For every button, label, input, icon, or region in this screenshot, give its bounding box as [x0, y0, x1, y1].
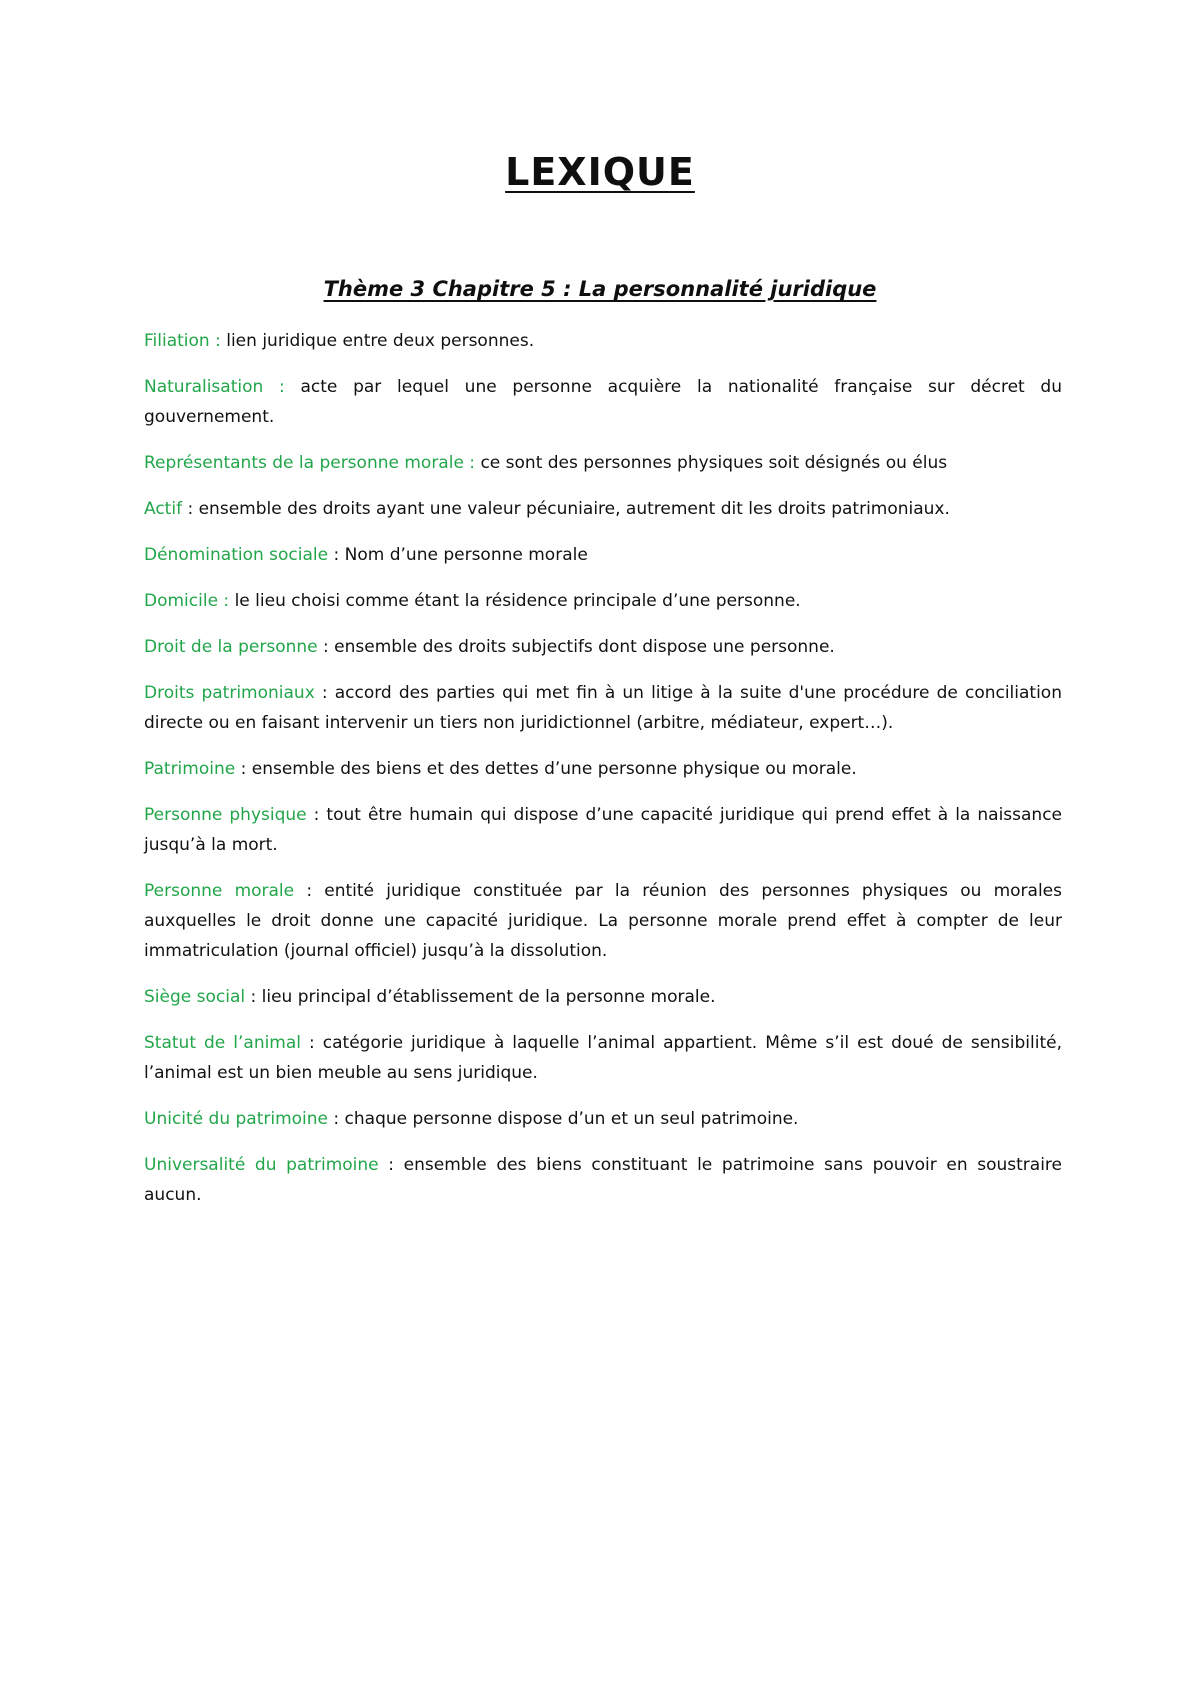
glossary-entry [144, 1028, 1062, 1088]
glossary-definition: : ensemble des droits subjectifs dont dispose une personne. [317, 637, 835, 657]
glossary-entry [144, 1104, 1062, 1134]
glossary-definition: : catégorie juridique à laquelle l’animal appartient. Même s’il est doué de sensibilité, l’animal est un bien meuble au sens juridique. [144, 1033, 1062, 1083]
glossary-definition: : ensemble des biens et des dettes d’une personne physique ou morale. [235, 759, 857, 779]
glossary-entry [144, 540, 1062, 570]
glossary-definition: ce sont des personnes physiques soit désignés ou élus [475, 453, 948, 473]
glossary-definition: acte par lequel une personne acquière la nationalité française sur décret du gouvernement. [144, 377, 1062, 427]
glossary-definition: le lieu choisi comme étant la résidence principale d’une personne. [229, 591, 801, 611]
glossary-definition: : entité juridique constituée par la réunion des personnes physiques ou morales auxquelles le droit donne une capacité juridique. La personne morale prend effet à compter de leur immatriculation (journal officiel) jusqu’à la dissolution. [144, 881, 1062, 961]
glossary-entry [144, 448, 1062, 478]
glossary-definition: : Nom d’une personne morale [328, 545, 588, 565]
glossary-list [144, 326, 1062, 1226]
glossary-term: Universalité du patrimoine [144, 1155, 379, 1175]
glossary-definition: : accord des parties qui met fin à un litige à la suite d'une procédure de conciliation directe ou en faisant intervenir un tiers non juridictionnel (arbitre, médiateur, expert…). [144, 683, 1062, 733]
glossary-term: Personne morale [144, 881, 295, 901]
glossary-term: Statut de l’animal [144, 1033, 302, 1053]
glossary-term: Naturalisation : [144, 377, 285, 397]
glossary-term: Domicile : [144, 591, 230, 611]
chapter-subtitle: Thème 3 Chapitre 5 : La personnalité juridique [323, 277, 877, 301]
glossary-entry [144, 372, 1062, 432]
glossary-term: Représentants de la personne morale : [144, 453, 476, 473]
glossary-term: Siège social [144, 987, 246, 1007]
glossary-entry [144, 754, 1062, 784]
glossary-entry [144, 326, 1062, 356]
glossary-term: Unicité du patrimoine [144, 1109, 329, 1129]
glossary-entry [144, 982, 1062, 1012]
glossary-term: Filiation : [144, 331, 221, 351]
glossary-definition: : ensemble des droits ayant une valeur pécuniaire, autrement dit les droits patrimoniaux. [182, 499, 950, 519]
glossary-definition: lien juridique entre deux personnes. [220, 331, 535, 351]
glossary-term: Droits patrimoniaux [144, 683, 315, 703]
glossary-entry [144, 632, 1062, 662]
glossary-term: Actif [144, 499, 183, 519]
glossary-term: Droit de la personne [144, 637, 318, 657]
glossary-term: Dénomination sociale [144, 545, 329, 565]
glossary-definition: : lieu principal d’établissement de la personne morale. [245, 987, 716, 1007]
glossary-entry [144, 1150, 1062, 1210]
glossary-entry [144, 876, 1062, 966]
glossary-definition: : chaque personne dispose d’un et un seul patrimoine. [328, 1109, 799, 1129]
page-title: LEXIQUE [505, 150, 695, 194]
glossary-entry [144, 586, 1062, 616]
glossary-definition: : ensemble des biens constituant le patrimoine sans pouvoir en soustraire aucun. [144, 1155, 1063, 1205]
glossary-entry [144, 800, 1062, 860]
glossary-entry [144, 494, 1062, 524]
glossary-entry [144, 678, 1062, 738]
glossary-term: Patrimoine [144, 759, 236, 779]
glossary-term: Personne physique [144, 805, 307, 825]
glossary-definition: : tout être humain qui dispose d’une capacité juridique qui prend effet à la naissance jusqu’à la mort. [144, 805, 1062, 855]
